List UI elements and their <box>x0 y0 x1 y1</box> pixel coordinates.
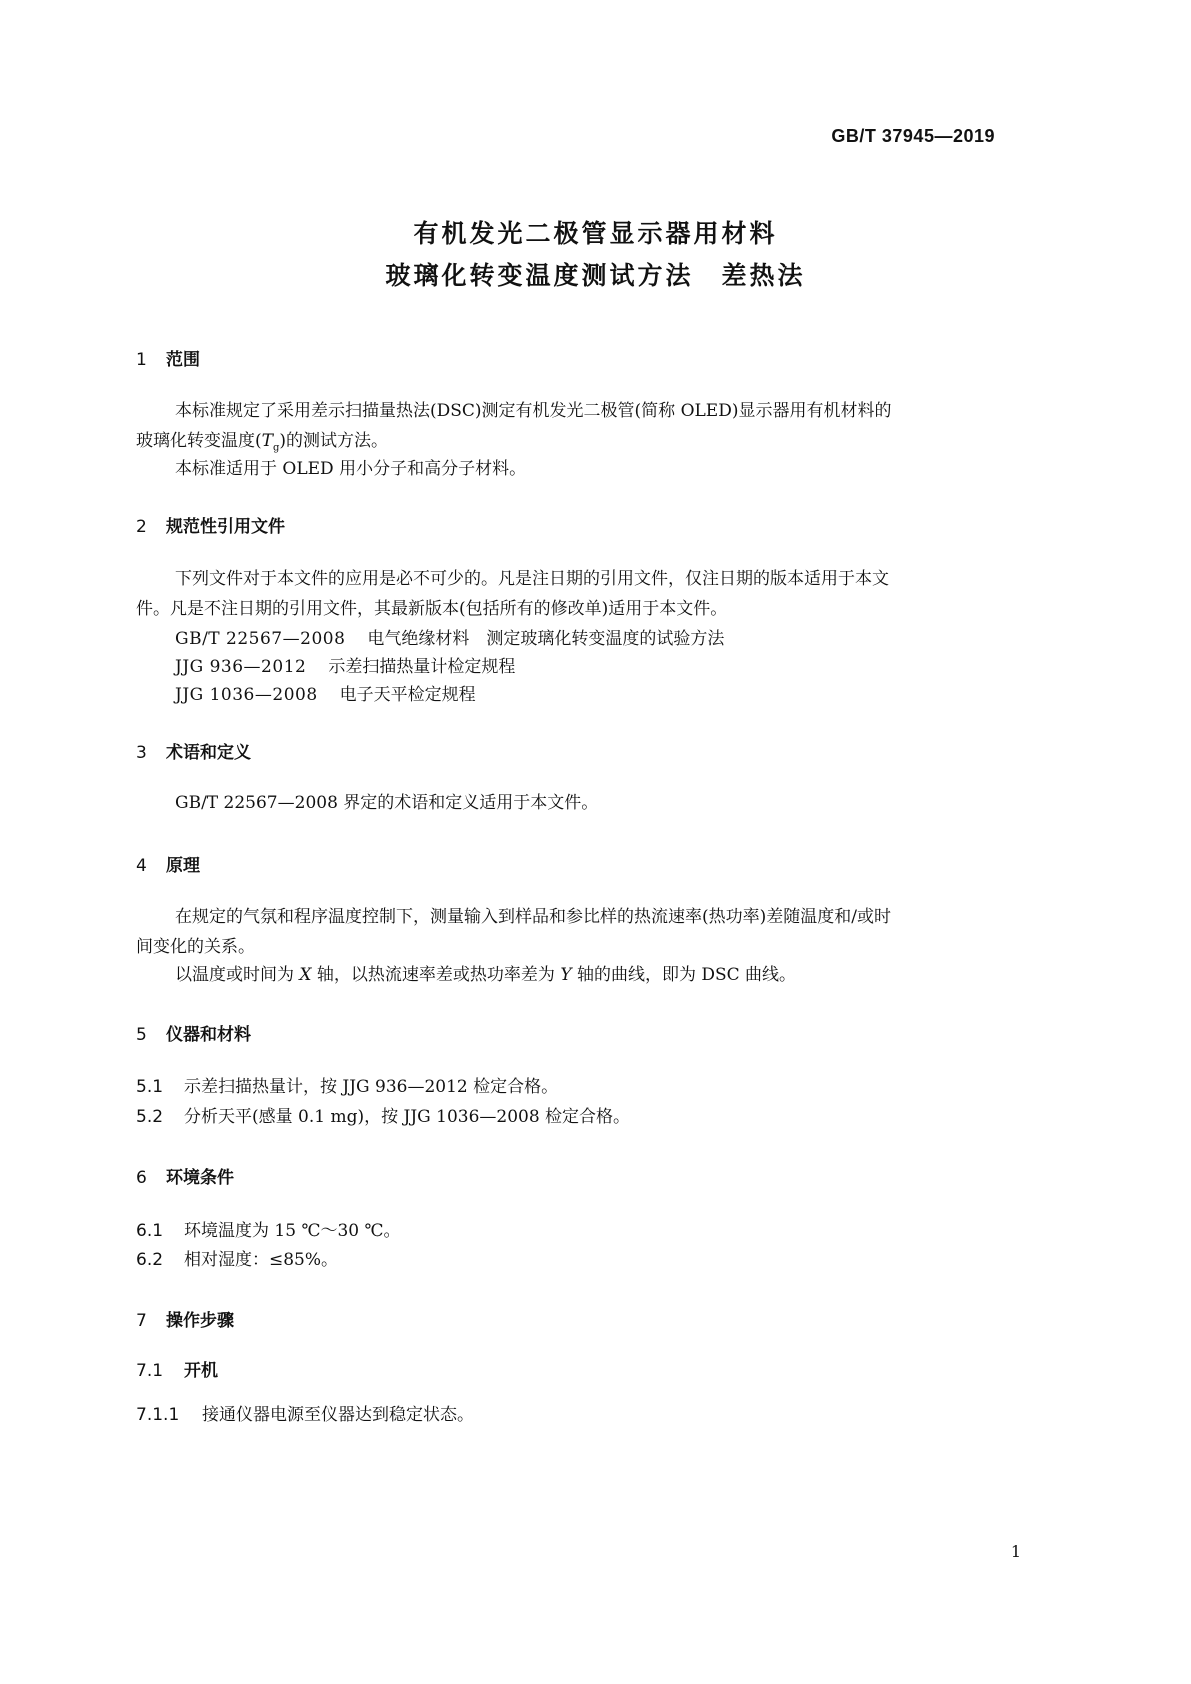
subsection-7-1-heading: 7.1 开机 <box>136 1361 218 1381</box>
section-7-heading: 7 操作步骤 <box>136 1311 234 1331</box>
text-line: 本标准规定了采用差示扫描量热法(DSC)测定有机发光二极管(简称 OLED)显示器用有机材料的 <box>175 401 892 421</box>
clause-item: 7.1.1 接通仪器电源至仪器达到稳定状态。 <box>136 1405 474 1425</box>
section-3-heading: 3 术语和定义 <box>136 743 251 763</box>
title-line-1: 有机发光二极管显示器用材料 <box>413 219 778 248</box>
section-5-heading: 5 仪器和材料 <box>136 1025 251 1045</box>
section-number: 1 <box>136 350 147 370</box>
section-4-heading: 4 原理 <box>136 856 200 876</box>
section-title: 范围 <box>166 350 200 370</box>
clause-item: 5.2 分析天平(感量 0.1 mg)，按 JJG 1036—2008 检定合格。 <box>136 1107 631 1127</box>
reference-item: JJG 1036—2008 电子天平检定规程 <box>175 685 476 705</box>
standard-number: GB/T 37945—2019 <box>831 126 995 146</box>
text-line: 玻璃化转变温度$(T_g)$的测试方法。 <box>136 431 389 454</box>
clause-item: 6.1 环境温度为 15 ℃～30 ℃。 <box>136 1221 401 1241</box>
reference-item: GB/T 22567—2008 电气绝缘材料 测定玻璃化转变温度的试验方法 <box>175 629 725 649</box>
clause-item: 5.1 示差扫描热量计，按 JJG 936—2012 检定合格。 <box>136 1077 559 1097</box>
page-number: 1 <box>1010 1542 1021 1561</box>
section-1-paragraph-2: 本标准适用于 OLED 用小分子和高分子材料。 <box>175 459 527 479</box>
section-2-paragraph: 下列文件对于本文件的应用是必不可少的。凡是注日期的引用文件，仅注日期的版本适用于本文 件。凡是不注日期的引用文件，其最新版本(包括所有的修改单)适用于本文件。 <box>136 569 889 619</box>
section-4-paragraph-1: 在规定的气氛和程序温度控制下，测量输入到样品和参比样的热流速率(热功率)差随温度和/或时 间变化的关系。 <box>136 907 891 957</box>
section-2-heading: 2 规范性引用文件 <box>136 517 285 537</box>
section-4-paragraph-2: 以温度或时间为 X 轴，以热流速率差或热功率差为 Y 轴的曲线，即为 DSC 曲线。 <box>175 965 797 985</box>
title-line-2: 玻璃化转变温度测试方法 差热法 <box>385 261 806 290</box>
clause-item: 6.2 相对湿度：≤85%。 <box>136 1250 339 1270</box>
section-1-heading <box>136 345 200 370</box>
section-3-paragraph: GB/T 22567—2008 界定的术语和定义适用于本文件。 <box>175 793 599 813</box>
section-6-heading: 6 环境条件 <box>136 1168 234 1188</box>
reference-item: JJG 936—2012 示差扫描热量计检定规程 <box>175 657 516 677</box>
